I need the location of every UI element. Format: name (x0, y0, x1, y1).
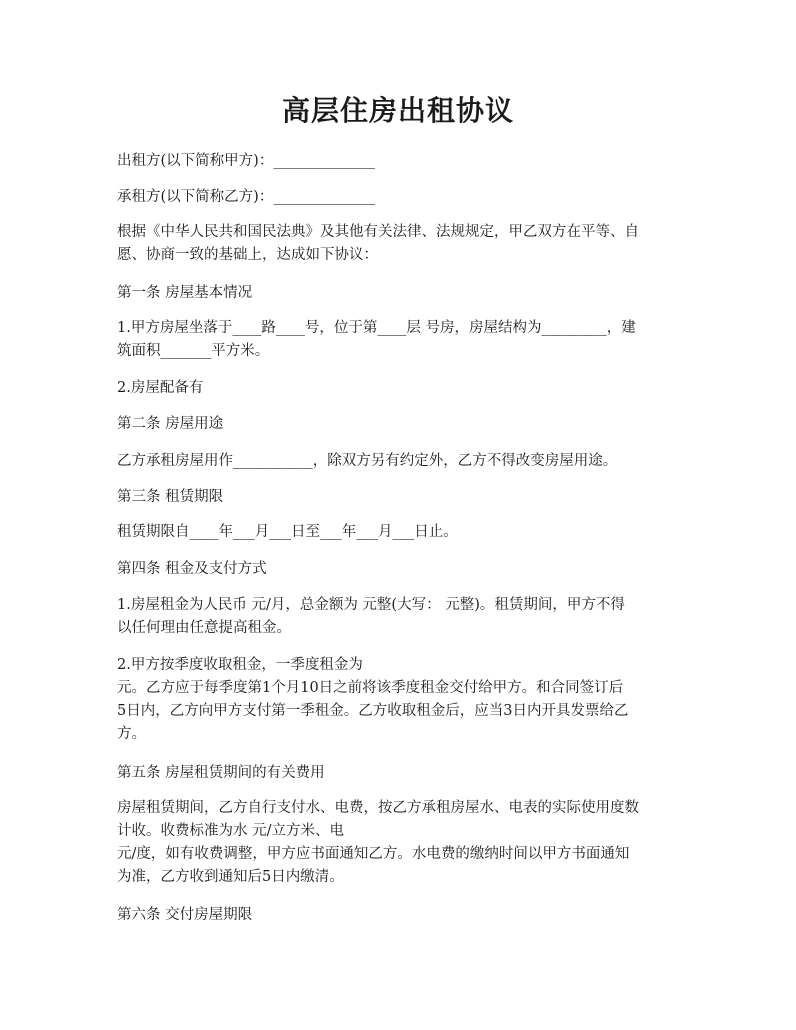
text-line: 第一条 房屋基本情况 (117, 285, 253, 301)
text-line: 1.房屋租金为人民币 元/月，总金额为 元整(大写： 元整)。租赁期间，甲方不得 (117, 597, 625, 613)
text-line: 第四条 租金及支付方式 (117, 561, 267, 577)
text-line: 承租方(以下简称乙方)：______________ (117, 189, 375, 205)
article-4-heading (117, 558, 683, 581)
text-line: 为准，乙方收到通知后5日内缴清。 (117, 869, 344, 885)
article-2-body (117, 450, 683, 473)
document-title: 高层住房出租协议 (281, 94, 514, 127)
article-4-item-2 (117, 654, 683, 746)
text-line: 元。乙方应于每季度第1个月10日之前将该季度租金交付给甲方。和合同签订后 (117, 680, 624, 696)
text-line: 元/度，如有收费调整，甲方应书面通知乙方。水电费的缴纳时间以甲方书面通知 (117, 846, 630, 862)
text-line: 出租方(以下简称甲方)：______________ (117, 153, 375, 169)
text-line: 方。 (117, 726, 146, 742)
article-6-heading (117, 904, 683, 927)
text-line: 第二条 房屋用途 (117, 416, 224, 432)
text-line: 1.甲方房屋坐落于____路____号，位于第____层 号房，房屋结构为_________，建 (117, 320, 636, 336)
article-3-heading (117, 486, 683, 509)
text-line: 计收。收费标准为水 元/立方米、电 (117, 823, 344, 839)
text-line: 乙方承租房屋用作___________，除双方另有约定外，乙方不得改变房屋用途。 (117, 453, 618, 469)
article-1-item-1 (117, 317, 683, 363)
article-4-item-1 (117, 594, 683, 640)
text-line: 根据《中华人民共和国民法典》及其他有关法律、法规规定，甲乙双方在平等、自 (117, 224, 639, 240)
article-1-item-2 (117, 377, 683, 400)
text-line: 第五条 房屋租赁期间的有关费用 (117, 765, 325, 781)
text-line: 第六条 交付房屋期限 (117, 907, 253, 923)
text-line: 2.房屋配备有 (117, 380, 204, 396)
text-line: 筑面积_______平方米。 (117, 343, 270, 359)
text-line: 5日内，乙方向甲方支付第一季租金。乙方收取租金后，应当3日内开具发票给乙 (117, 703, 629, 719)
article-2-heading (117, 413, 683, 436)
text-line: 2.甲方按季度收取租金，一季度租金为 (117, 657, 363, 673)
text-line: 愿、协商一致的基础上，达成如下协议： (117, 247, 378, 263)
text-line: 以任何理由任意提高租金。 (117, 620, 291, 636)
lessor-line (117, 150, 683, 173)
text-line: 房屋租赁期间，乙方自行支付水、电费，按乙方承租房屋水、电表的实际使用度数 (117, 800, 639, 816)
article-5-heading (117, 762, 683, 785)
lessee-line (117, 186, 683, 209)
preamble-paragraph (117, 221, 683, 267)
article-3-body (117, 521, 683, 544)
text-line: 第三条 租赁期限 (117, 489, 224, 505)
article-1-heading (117, 282, 683, 305)
text-line: 租赁期限自____年___月___日至___年___月___日止。 (117, 524, 458, 540)
article-5-body (117, 797, 683, 889)
